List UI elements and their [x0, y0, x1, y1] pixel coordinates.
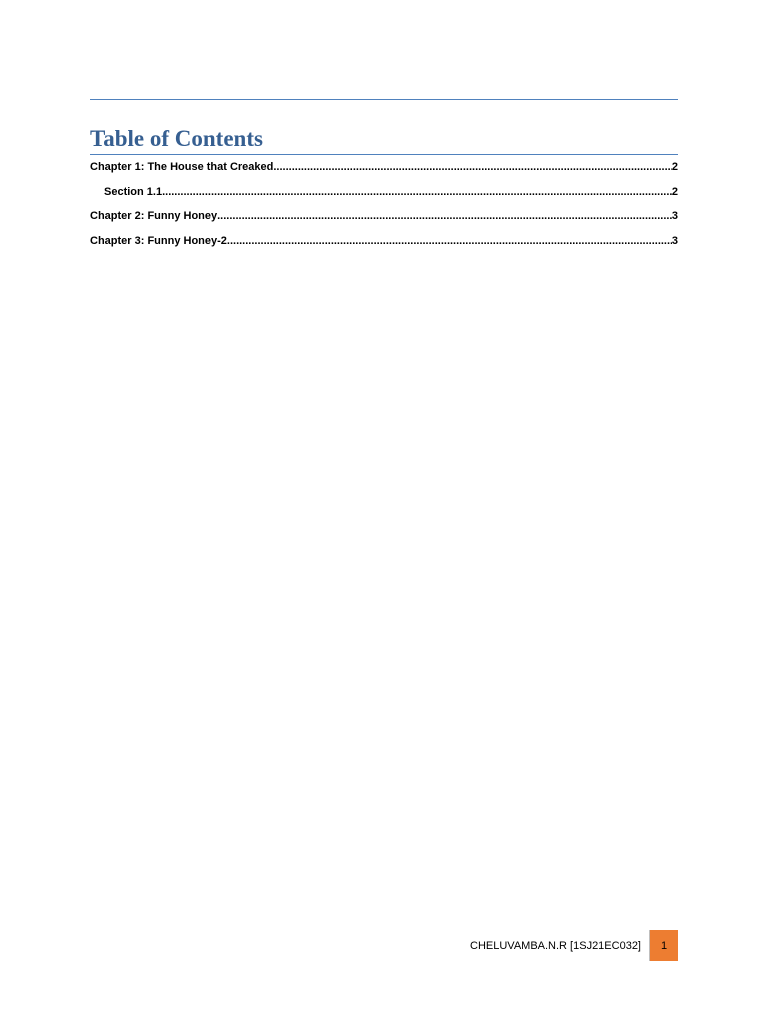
- toc-entry-label: Chapter 1: The House that Creaked: [90, 161, 274, 173]
- toc-entry-chapter-3[interactable]: [90, 231, 678, 256]
- footer-page-number: 1: [650, 930, 678, 961]
- toc-dot-leader: [162, 182, 672, 202]
- footer-author: CHELUVAMBA.N.R [1SJ21EC032]: [470, 939, 641, 952]
- title-underline: [90, 154, 678, 155]
- toc-entry-page: 3: [671, 234, 678, 247]
- toc-entry-label: Chapter 3: Funny Honey-2: [90, 234, 227, 247]
- toc-entry-page: 2: [671, 161, 678, 173]
- toc-entry-label: Section 1.1: [104, 185, 163, 198]
- toc-list: [90, 157, 678, 255]
- toc-entry-section-1-1[interactable]: [90, 182, 678, 207]
- toc-title: Table of Contents: [90, 126, 263, 151]
- toc-entry-page: 2: [671, 185, 678, 198]
- toc-dot-leader: [217, 206, 672, 226]
- page-footer: [470, 930, 678, 961]
- toc-dot-leader: [227, 231, 672, 251]
- toc-entry-chapter-1[interactable]: [90, 157, 678, 182]
- toc-entry-label: Chapter 2: Funny Honey: [90, 210, 218, 222]
- toc-entry-chapter-2[interactable]: [90, 206, 678, 231]
- toc-dot-leader: [273, 157, 672, 177]
- toc-entry-page: 3: [671, 210, 678, 222]
- header-rule: [90, 99, 678, 100]
